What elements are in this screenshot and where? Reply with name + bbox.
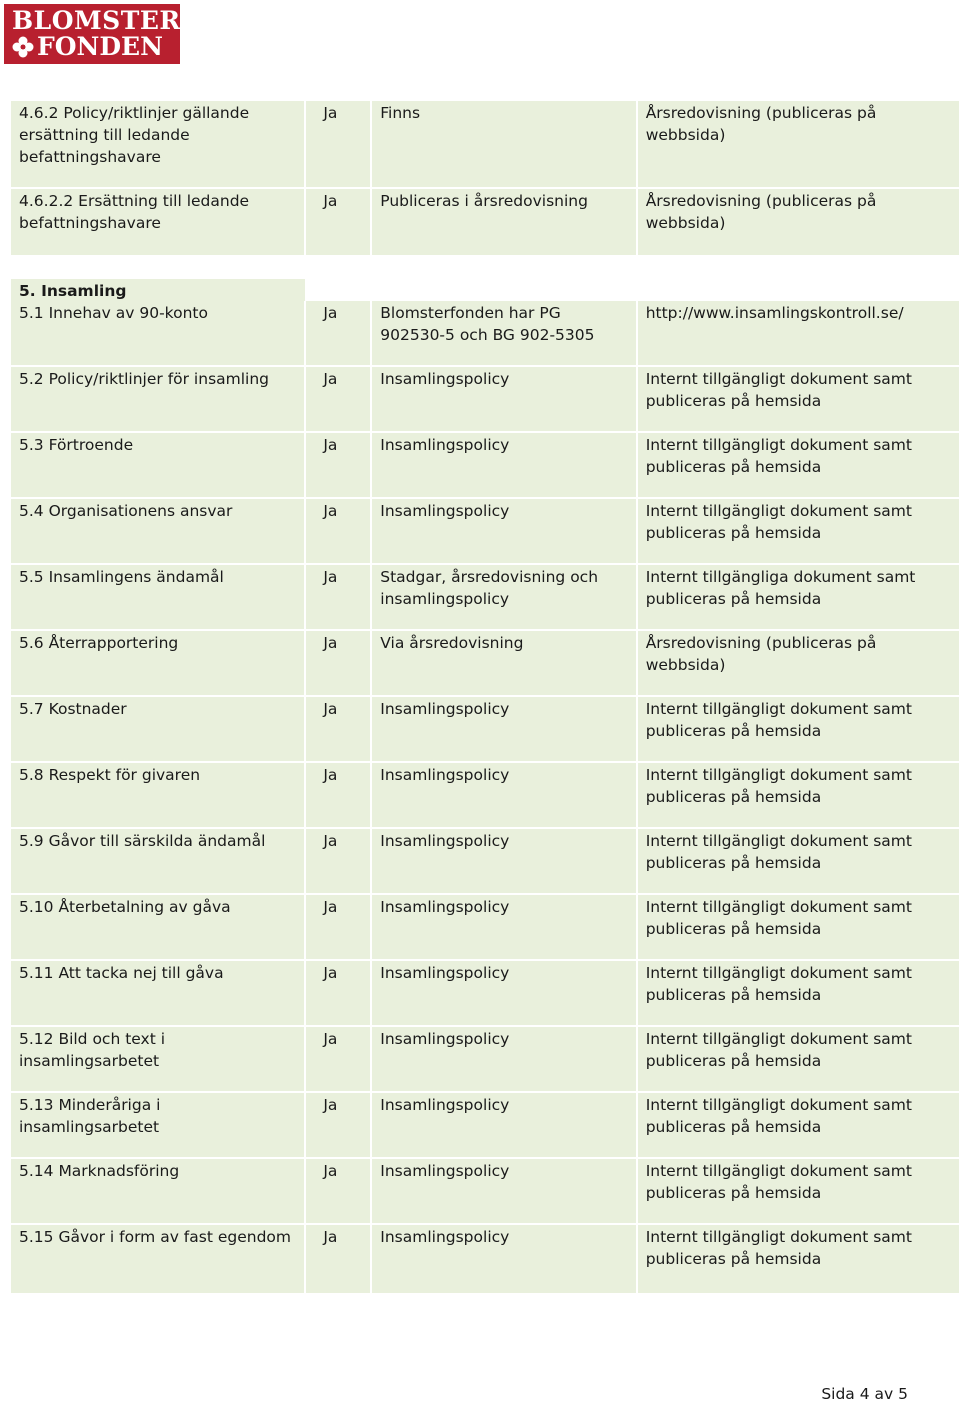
criterion-cell: 5.13 Minderåriga i insamlingsarbetet bbox=[11, 1093, 304, 1157]
status-cell: Ja bbox=[306, 895, 370, 959]
evidence-cell: Insamlingspolicy bbox=[372, 961, 635, 1025]
status-cell: Ja bbox=[306, 189, 370, 255]
source-cell: Internt tillgängligt dokument samt publiceras på hemsida bbox=[638, 1159, 959, 1223]
status-cell: Ja bbox=[306, 367, 370, 431]
status-cell: Ja bbox=[306, 499, 370, 563]
criterion-cell: 4.6.2.2 Ersättning till ledande befattningshavare bbox=[11, 189, 304, 255]
table-row bbox=[11, 565, 959, 629]
criterion-cell: 5.15 Gåvor i form av fast egendom bbox=[11, 1225, 304, 1293]
source-cell: Internt tillgängligt dokument samt publiceras på hemsida bbox=[638, 763, 959, 827]
table-row bbox=[11, 499, 959, 563]
status-cell: Ja bbox=[306, 829, 370, 893]
source-cell: http://www.insamlingskontroll.se/ bbox=[638, 301, 959, 365]
table-row bbox=[11, 1159, 959, 1223]
source-cell: Internt tillgängligt dokument samt publiceras på hemsida bbox=[638, 1225, 959, 1293]
evidence-cell: Insamlingspolicy bbox=[372, 367, 635, 431]
status-cell: Ja bbox=[306, 565, 370, 629]
status-cell: Ja bbox=[306, 697, 370, 761]
criterion-cell: 5.3 Förtroende bbox=[11, 433, 304, 497]
source-cell: Årsredovisning (publiceras på webbsida) bbox=[638, 631, 959, 695]
criterion-cell: 5.8 Respekt för givaren bbox=[11, 763, 304, 827]
status-cell: Ja bbox=[306, 101, 370, 187]
table-row bbox=[11, 367, 959, 431]
criterion-cell: 5.1 Innehav av 90-konto bbox=[11, 301, 304, 365]
logo-line-1: BLOMSTER bbox=[12, 6, 181, 35]
evidence-cell: Insamlingspolicy bbox=[372, 1225, 635, 1293]
table-row bbox=[11, 433, 959, 497]
evidence-cell: Stadgar, årsredovisning och insamlingspolicy bbox=[372, 565, 635, 629]
table-row bbox=[11, 1027, 959, 1091]
status-cell: Ja bbox=[306, 1093, 370, 1157]
criterion-cell: 5.4 Organisationens ansvar bbox=[11, 499, 304, 563]
source-cell: Årsredovisning (publiceras på webbsida) bbox=[638, 189, 959, 255]
criterion-cell: 4.6.2 Policy/riktlinjer gällande ersättning till ledande befattningshavare bbox=[11, 101, 304, 187]
table-row bbox=[11, 697, 959, 761]
table-row bbox=[11, 961, 959, 1025]
evidence-cell: Insamlingspolicy bbox=[372, 1093, 635, 1157]
table-row bbox=[11, 1093, 959, 1157]
evidence-cell: Insamlingspolicy bbox=[372, 697, 635, 761]
evidence-cell: Insamlingspolicy bbox=[372, 829, 635, 893]
evidence-cell: Blomsterfonden har PG 902530-5 och BG 902-5305 bbox=[372, 301, 635, 365]
criterion-cell: 5.14 Marknadsföring bbox=[11, 1159, 304, 1223]
source-cell: Internt tillgängligt dokument samt publiceras på hemsida bbox=[638, 499, 959, 563]
table-row bbox=[11, 189, 959, 255]
source-cell: Internt tillgängligt dokument samt publiceras på hemsida bbox=[638, 895, 959, 959]
blomsterfonden-logo bbox=[4, 4, 180, 64]
status-cell: Ja bbox=[306, 961, 370, 1025]
table-row bbox=[11, 1225, 959, 1293]
flower-icon bbox=[12, 36, 34, 58]
criterion-cell: 5.6 Återrapportering bbox=[11, 631, 304, 695]
evidence-cell: Insamlingspolicy bbox=[372, 433, 635, 497]
criterion-cell: 5.11 Att tacka nej till gåva bbox=[11, 961, 304, 1025]
source-cell: Internt tillgängligt dokument samt publiceras på hemsida bbox=[638, 1093, 959, 1157]
criterion-cell: 5.7 Kostnader bbox=[11, 697, 304, 761]
page-number: Sida 4 av 5 bbox=[821, 1385, 908, 1403]
status-cell: Ja bbox=[306, 301, 370, 365]
source-cell: Internt tillgängligt dokument samt publiceras på hemsida bbox=[638, 1027, 959, 1091]
source-cell: Internt tillgängligt dokument samt publiceras på hemsida bbox=[638, 697, 959, 761]
source-cell: Internt tillgängliga dokument samt publiceras på hemsida bbox=[638, 565, 959, 629]
table-row bbox=[11, 895, 959, 959]
criterion-cell: 5.12 Bild och text i insamlingsarbetet bbox=[11, 1027, 304, 1091]
evidence-cell: Insamlingspolicy bbox=[372, 499, 635, 563]
criterion-cell: 5.5 Insamlingens ändamål bbox=[11, 565, 304, 629]
evidence-cell: Insamlingspolicy bbox=[372, 763, 635, 827]
evidence-cell: Via årsredovisning bbox=[372, 631, 635, 695]
source-cell: Årsredovisning (publiceras på webbsida) bbox=[638, 101, 959, 187]
criterion-cell: 5.2 Policy/riktlinjer för insamling bbox=[11, 367, 304, 431]
logo-line-2: FONDEN bbox=[37, 32, 163, 61]
section-heading: 5. Insamling bbox=[11, 279, 305, 301]
status-cell: Ja bbox=[306, 433, 370, 497]
evidence-cell: Publiceras i årsredovisning bbox=[372, 189, 635, 255]
table-row bbox=[11, 301, 959, 365]
table-row bbox=[11, 829, 959, 893]
evidence-cell: Insamlingspolicy bbox=[372, 895, 635, 959]
criterion-cell: 5.9 Gåvor till särskilda ändamål bbox=[11, 829, 304, 893]
status-cell: Ja bbox=[306, 1159, 370, 1223]
source-cell: Internt tillgängligt dokument samt publiceras på hemsida bbox=[638, 367, 959, 431]
section-heading-row bbox=[11, 279, 959, 301]
status-cell: Ja bbox=[306, 1027, 370, 1091]
source-cell: Internt tillgängligt dokument samt publiceras på hemsida bbox=[638, 829, 959, 893]
source-cell: Internt tillgängligt dokument samt publiceras på hemsida bbox=[638, 433, 959, 497]
table-row bbox=[11, 631, 959, 695]
source-cell: Internt tillgängligt dokument samt publiceras på hemsida bbox=[638, 961, 959, 1025]
table-row bbox=[11, 763, 959, 827]
evidence-cell: Insamlingspolicy bbox=[372, 1159, 635, 1223]
criterion-cell: 5.10 Återbetalning av gåva bbox=[11, 895, 304, 959]
evidence-cell: Finns bbox=[372, 101, 635, 187]
evidence-cell: Insamlingspolicy bbox=[372, 1027, 635, 1091]
status-cell: Ja bbox=[306, 631, 370, 695]
status-cell: Ja bbox=[306, 1225, 370, 1293]
status-cell: Ja bbox=[306, 763, 370, 827]
table-row bbox=[11, 101, 959, 187]
